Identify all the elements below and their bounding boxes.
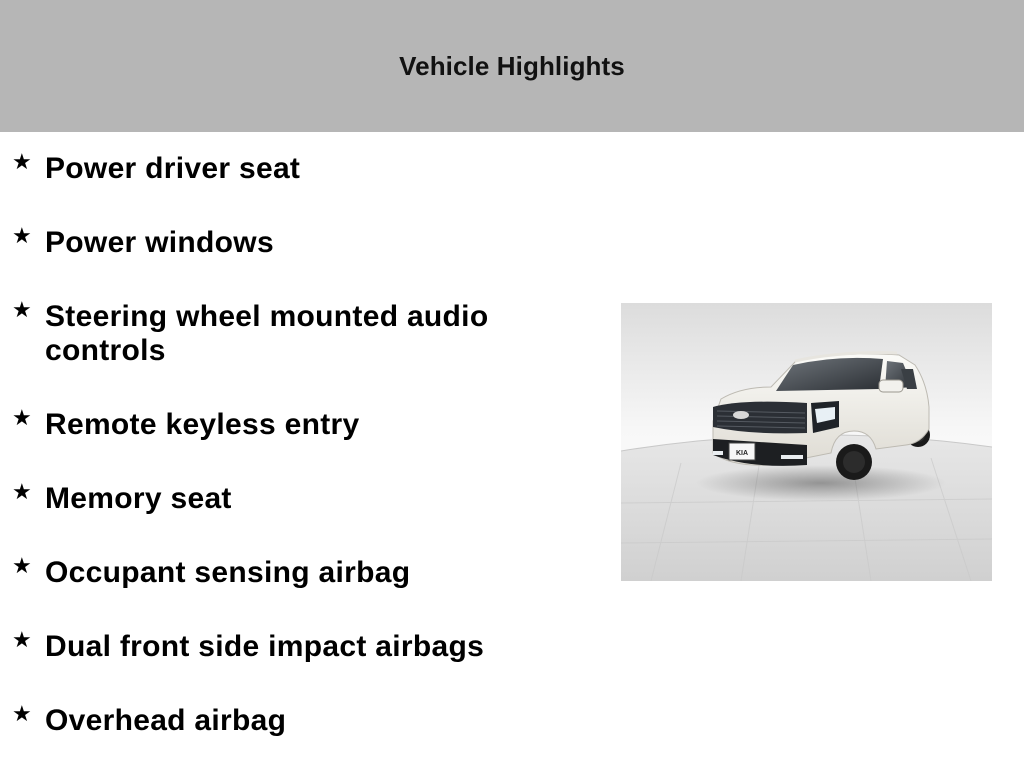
feature-item (12, 300, 592, 368)
feature-label: Overhead airbag (45, 704, 287, 737)
feature-item (12, 226, 592, 260)
feature-label: Memory seat (45, 482, 232, 515)
feature-label: Power driver seat (45, 152, 301, 185)
feature-label: Steering wheel mounted audio controls (45, 300, 489, 367)
feature-list (12, 152, 592, 768)
feature-label: Dual front side impact airbags (45, 630, 485, 663)
page-title: Vehicle Highlights (399, 50, 625, 81)
feature-item (12, 152, 592, 186)
star-icon: ★ (12, 480, 32, 505)
feature-item (12, 482, 592, 516)
feature-label: Power windows (45, 226, 274, 259)
feature-item (12, 704, 592, 738)
plate-text: KIA (735, 450, 749, 457)
vehicle-photo[interactable] (621, 303, 992, 581)
feature-item (12, 556, 592, 590)
feature-label: Occupant sensing airbag (45, 556, 411, 589)
star-icon: ★ (12, 298, 32, 323)
star-icon: ★ (12, 702, 32, 727)
star-icon: ★ (12, 150, 32, 175)
feature-item (12, 630, 592, 664)
star-icon: ★ (12, 406, 32, 431)
feature-item (12, 408, 592, 442)
star-icon: ★ (12, 628, 32, 653)
header-bar (0, 0, 1024, 132)
star-icon: ★ (12, 554, 32, 579)
star-icon: ★ (12, 224, 32, 249)
feature-label: Remote keyless entry (45, 408, 360, 441)
